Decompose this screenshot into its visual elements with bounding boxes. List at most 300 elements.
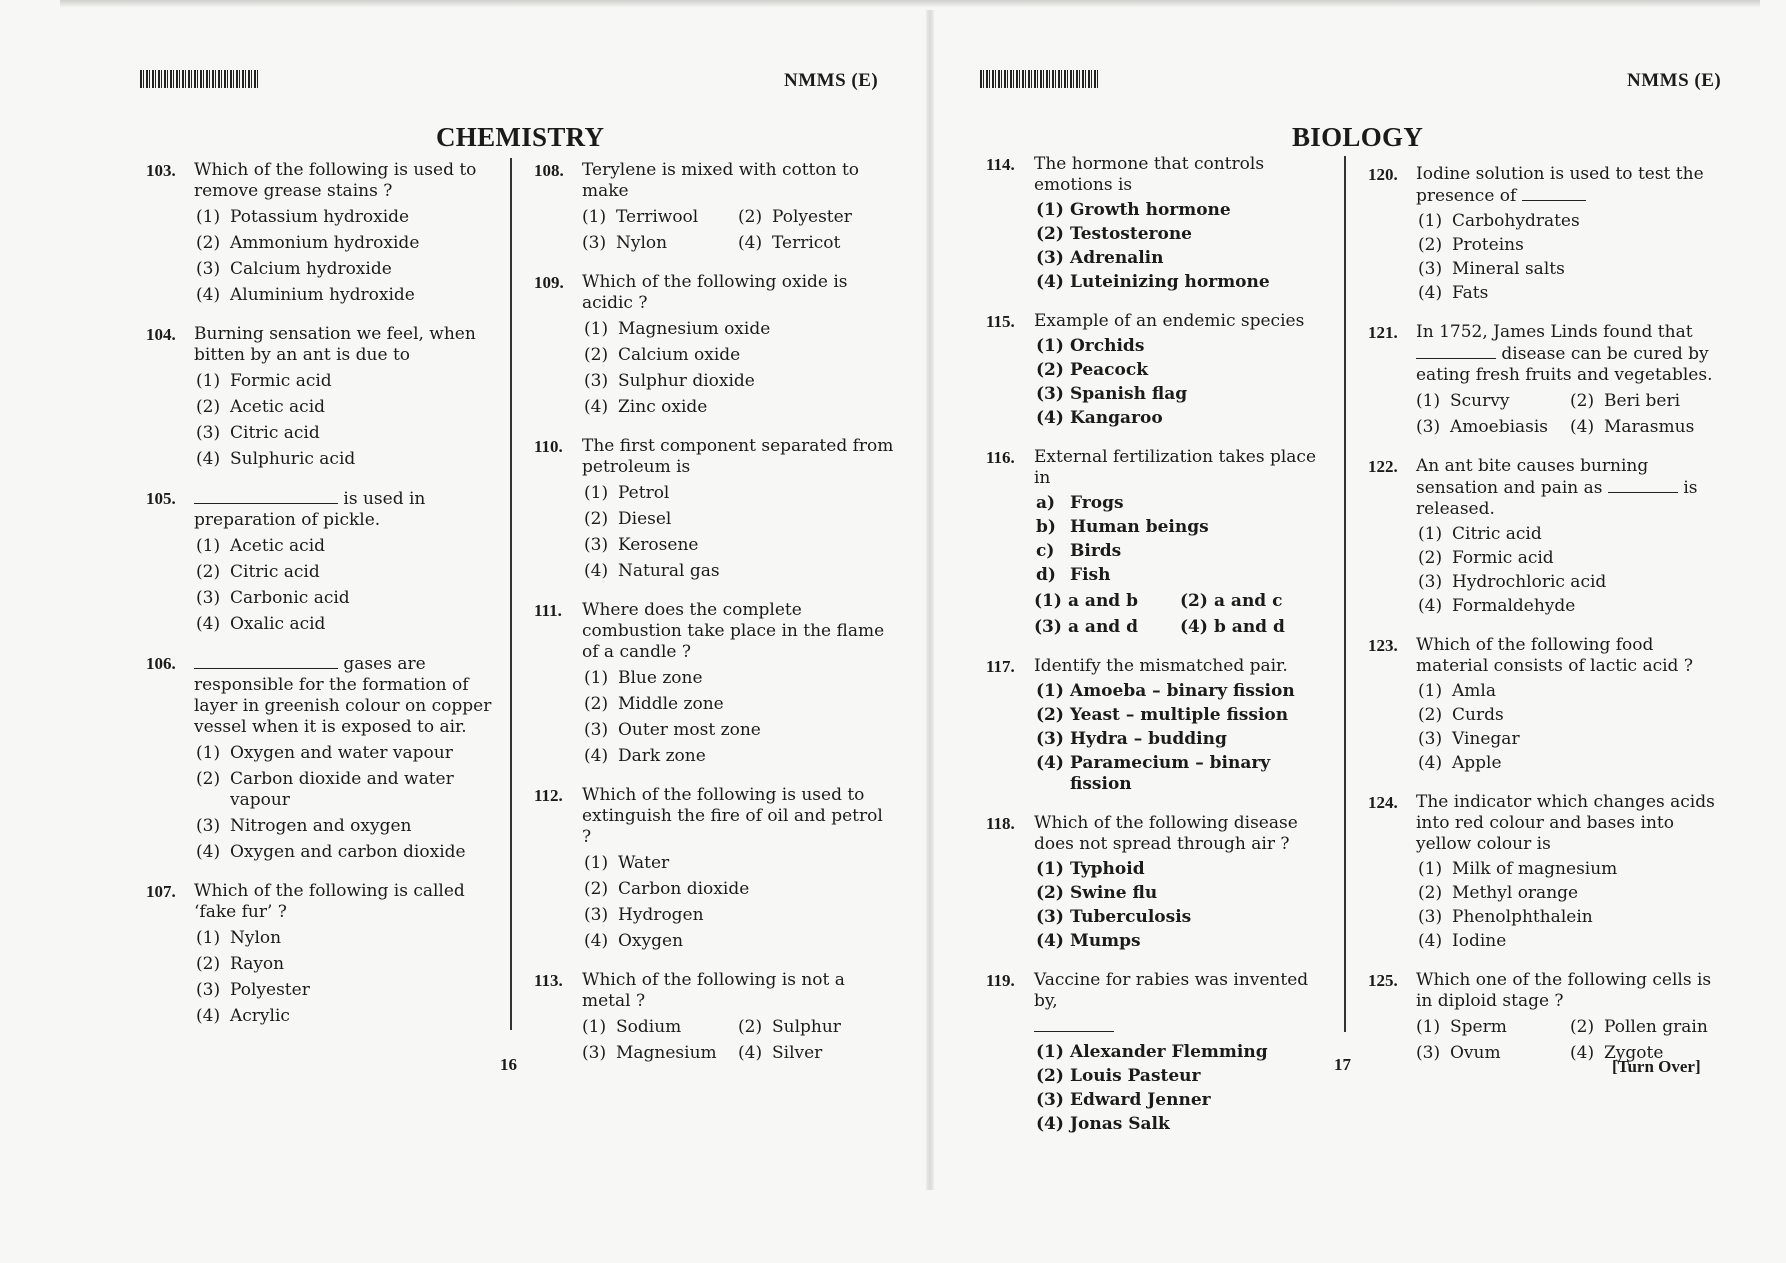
sub-item-letter: b): [1036, 517, 1056, 537]
option-number: (4): [1036, 753, 1064, 773]
option-number: (2): [1418, 705, 1443, 725]
option-number: (3): [196, 980, 221, 1000]
option-label: Terriwool: [616, 207, 699, 227]
option-label: Rayon: [230, 954, 285, 974]
question-number: 117.: [986, 657, 1015, 676]
question-text: Which of the following disease does not spread through air ?: [1034, 813, 1298, 854]
option-label: Methyl orange: [1452, 883, 1579, 903]
option-number: (2): [196, 233, 221, 253]
option-label: Oxalic acid: [230, 614, 326, 634]
question-text-part: Iodine solution is used to test the presence of: [1416, 164, 1704, 206]
option: [1570, 391, 1724, 412]
option-number: (3): [582, 1043, 607, 1063]
option-number: (4): [1570, 1043, 1595, 1063]
option-row: [1034, 617, 1326, 638]
option: [738, 1043, 894, 1064]
option-label: Formic acid: [1452, 548, 1554, 568]
question-text: The first component separated from petroleum is: [582, 436, 894, 477]
option-label: Sulphuric acid: [230, 449, 356, 469]
option-number: (4): [1180, 617, 1208, 637]
question-text: Terylene is mixed with cotton to make: [582, 160, 860, 201]
option: [1416, 572, 1724, 593]
option-number: (2): [196, 562, 221, 582]
option-label: Paramecium – binary fission: [1070, 753, 1271, 794]
question-number: 125.: [1368, 971, 1398, 990]
option-number: (3): [1034, 617, 1062, 637]
option-label: Nylon: [616, 233, 668, 253]
option-number: (1): [582, 1017, 607, 1037]
option-number: (4): [196, 449, 221, 469]
option: [582, 905, 894, 926]
option-label: Alexander Flemming: [1070, 1042, 1268, 1062]
option: [1034, 617, 1180, 638]
page-biology: [934, 0, 1786, 1263]
option-number: (3): [584, 720, 609, 740]
biology-column-2: [1368, 164, 1724, 1082]
question-112: [534, 785, 894, 952]
option-number: (2): [1570, 1017, 1595, 1037]
option-label: Sulphur: [772, 1017, 841, 1037]
option-number: (2): [1036, 1066, 1064, 1086]
option-number: (3): [1418, 907, 1443, 927]
option-number: (2): [196, 769, 221, 789]
option-label: Amoebiasis: [1450, 417, 1549, 437]
option-label: b and d: [1214, 617, 1285, 637]
option-label: Diesel: [618, 509, 672, 529]
option-label: Oxygen and water vapour: [230, 743, 453, 763]
option: [582, 1043, 738, 1064]
option-label: Sperm: [1450, 1017, 1507, 1037]
sub-item: [1034, 493, 1326, 514]
answer-blank: [1608, 477, 1678, 493]
question-text: Identify the mismatched pair.: [1034, 656, 1288, 676]
option-number: (1): [1036, 336, 1064, 356]
option: [1034, 1090, 1326, 1111]
option-row: [1416, 1017, 1724, 1038]
option-number: (3): [1036, 248, 1064, 268]
question-text: Which of the following is used to extinguish the fire of oil and petrol ?: [582, 785, 883, 847]
question-text: Which one of the following cells is in diploid stage ?: [1416, 970, 1712, 1011]
option-label: Orchids: [1070, 336, 1145, 356]
question-107: [146, 881, 496, 1027]
option-number: (2): [584, 345, 609, 365]
question-118: [986, 813, 1326, 952]
question-number: 108.: [534, 161, 564, 180]
question-text-part: An ant bite causes burning sensation and pain as: [1416, 456, 1649, 498]
option: [582, 397, 894, 418]
option-label: Ovum: [1450, 1043, 1501, 1063]
question-121: [1368, 322, 1724, 438]
option-number: (3): [1418, 729, 1443, 749]
question-122: [1368, 456, 1724, 617]
option: [1416, 883, 1724, 904]
option-number: (1): [1036, 200, 1064, 220]
option: [1034, 729, 1326, 750]
option-number: (1): [1418, 681, 1443, 701]
question-text: [1416, 456, 1724, 520]
option: [1416, 417, 1570, 438]
option-number: (1): [196, 743, 221, 763]
page-number: 17: [1334, 1055, 1351, 1074]
option: [1034, 1042, 1326, 1063]
option-number: (4): [1418, 596, 1443, 616]
option-label: Terricot: [772, 233, 841, 253]
option: [194, 980, 496, 1001]
option: [1034, 224, 1326, 245]
option-label: Phenolphthalein: [1452, 907, 1593, 927]
question-text: Where does the complete combustion take place in the flame of a candle ?: [582, 600, 885, 662]
option-number: (2): [584, 509, 609, 529]
question-number: 124.: [1368, 793, 1398, 812]
option: [1416, 1017, 1570, 1038]
option-label: Kangaroo: [1070, 408, 1163, 428]
option-label: Citric acid: [1452, 524, 1542, 544]
option-number: (3): [196, 423, 221, 443]
option-number: (4): [1036, 272, 1064, 292]
option: [1180, 617, 1326, 638]
option-row: [582, 1017, 894, 1038]
option: [1416, 1043, 1570, 1064]
option-label: Dark zone: [618, 746, 706, 766]
option-number: (1): [584, 853, 609, 873]
sub-item-label: Human beings: [1070, 517, 1209, 537]
option: [1416, 235, 1724, 256]
option-label: a and c: [1214, 591, 1283, 611]
sub-item-label: Frogs: [1070, 493, 1124, 513]
option-number: (1): [1418, 211, 1443, 231]
option-number: (3): [1418, 259, 1443, 279]
question-text: The hormone that controls emotions is: [1034, 154, 1265, 195]
option-label: Fats: [1452, 283, 1489, 303]
option-number: (1): [1034, 591, 1062, 611]
option-label: Pollen grain: [1604, 1017, 1708, 1037]
question-text: Example of an endemic species: [1034, 311, 1305, 331]
option: [582, 931, 894, 952]
option-label: Magnesium oxide: [618, 319, 771, 339]
option-number: (4): [584, 561, 609, 581]
option-number: (4): [1570, 417, 1595, 437]
option-number: (4): [196, 1006, 221, 1026]
option-number: (2): [1418, 883, 1443, 903]
question-text: Burning sensation we feel, when bitten by an ant is due to: [194, 324, 476, 365]
option-number: (4): [1418, 753, 1443, 773]
option: [582, 668, 894, 689]
option: [194, 743, 496, 764]
question-text: [1416, 322, 1724, 386]
question-text: Which of the following is used to remove grease stains ?: [194, 160, 477, 201]
option: [1416, 524, 1724, 545]
option-number: (4): [1418, 931, 1443, 951]
option-number: (2): [196, 954, 221, 974]
option-label: Edward Jenner: [1070, 1090, 1211, 1110]
question-text-part: In 1752, James Linds found that: [1416, 322, 1693, 342]
option-label: Proteins: [1452, 235, 1524, 255]
option-number: (2): [738, 207, 763, 227]
option: [1180, 591, 1326, 612]
option-number: (3): [584, 905, 609, 925]
option-number: (1): [1036, 1042, 1064, 1062]
question-108: [534, 160, 894, 254]
option-number: (2): [1036, 705, 1064, 725]
option-label: Silver: [772, 1043, 823, 1063]
option-number: (1): [1418, 524, 1443, 544]
option-label: Mineral salts: [1452, 259, 1565, 279]
option: [1034, 336, 1326, 357]
option-label: Acrylic: [230, 1006, 290, 1026]
option-number: (1): [196, 536, 221, 556]
option-label: Blue zone: [618, 668, 703, 688]
option-number: (3): [584, 535, 609, 555]
question-106: [146, 653, 496, 863]
question-number: 103.: [146, 161, 176, 180]
option-label: Ammonium hydroxide: [230, 233, 420, 253]
sub-item: [1034, 565, 1326, 586]
question-123: [1368, 635, 1724, 774]
question-number: 104.: [146, 325, 176, 344]
option-label: Growth hormone: [1070, 200, 1231, 220]
answer-blank: [194, 653, 338, 669]
option-label: Calcium hydroxide: [230, 259, 392, 279]
option-label: Calcium oxide: [618, 345, 741, 365]
option-label: a and d: [1068, 617, 1139, 637]
option-label: Citric acid: [230, 562, 320, 582]
option: [582, 746, 894, 767]
barcode-icon: [980, 70, 1100, 88]
option-number: (4): [738, 1043, 763, 1063]
option: [1416, 596, 1724, 617]
option-label: Water: [618, 853, 670, 873]
option-number: (4): [196, 842, 221, 862]
option: [194, 536, 496, 557]
question-text-part: is used in preparation of pickle.: [194, 489, 426, 530]
option: [582, 694, 894, 715]
option-number: (2): [1418, 548, 1443, 568]
option-number: (4): [1418, 283, 1443, 303]
question-number: 119.: [986, 971, 1015, 990]
sub-item-letter: a): [1036, 493, 1056, 513]
option: [1034, 360, 1326, 381]
question-number: 109.: [534, 273, 564, 292]
option-label: Petrol: [618, 483, 670, 503]
option-label: Curds: [1452, 705, 1504, 725]
option-number: (4): [196, 285, 221, 305]
option: [1416, 211, 1724, 232]
option-number: (2): [584, 879, 609, 899]
option-label: Louis Pasteur: [1070, 1066, 1201, 1086]
option: [582, 561, 894, 582]
option-label: a and b: [1068, 591, 1139, 611]
option: [1416, 907, 1724, 928]
option-number: (3): [582, 233, 607, 253]
option: [582, 853, 894, 874]
option-row: [1416, 391, 1724, 412]
option-number: (4): [1036, 1114, 1064, 1134]
option-label: Oxygen: [618, 931, 684, 951]
option-number: (3): [1416, 1043, 1441, 1063]
option: [194, 423, 496, 444]
question-115: [986, 311, 1326, 429]
option-label: Kerosene: [618, 535, 699, 555]
sub-item: [1034, 541, 1326, 562]
option: [1034, 591, 1180, 612]
question-text: [194, 488, 496, 531]
option-label: Carbon dioxide and water vapour: [230, 769, 454, 810]
option-label: Scurvy: [1450, 391, 1510, 411]
option-number: (2): [1036, 360, 1064, 380]
option: [194, 562, 496, 583]
option-label: Vinegar: [1452, 729, 1520, 749]
answer-blank: [1522, 185, 1586, 201]
question-number: 107.: [146, 882, 176, 901]
subject-title: BIOLOGY: [1292, 122, 1424, 152]
option-number: (4): [584, 397, 609, 417]
option: [1416, 681, 1724, 702]
option-row: [582, 233, 894, 254]
answer-blank: [194, 488, 338, 504]
option: [194, 588, 496, 609]
question-114: [986, 154, 1326, 293]
option-label: Sulphur dioxide: [618, 371, 755, 391]
question-103: [146, 160, 496, 306]
option-label: Iodine: [1452, 931, 1507, 951]
option-label: Polyester: [230, 980, 310, 1000]
option: [1034, 1066, 1326, 1087]
question-number: 116.: [986, 448, 1015, 467]
option-label: Magnesium: [616, 1043, 717, 1063]
option: [1570, 1017, 1724, 1038]
question-text: Which of the following is called ‘fake fur’ ?: [194, 881, 465, 922]
option-number: (2): [584, 694, 609, 714]
option-label: Testosterone: [1070, 224, 1192, 244]
question-number: 111.: [534, 601, 562, 620]
option: [1416, 753, 1724, 774]
biology-column-1: [986, 154, 1326, 1153]
question-117: [986, 656, 1326, 795]
option: [1416, 859, 1724, 880]
option: [582, 319, 894, 340]
option-label: Amla: [1452, 681, 1496, 701]
option-label: Acetic acid: [230, 397, 326, 417]
question-text: External fertilization takes place in: [1034, 447, 1317, 488]
question-number: 114.: [986, 155, 1015, 174]
question-text: Which of the following is not a metal ?: [582, 970, 845, 1011]
option-number: (3): [1036, 907, 1064, 927]
option: [1034, 408, 1326, 429]
option-label: Citric acid: [230, 423, 320, 443]
option-label: Adrenalin: [1070, 248, 1164, 268]
chemistry-column-2: [534, 160, 894, 1082]
exam-code: NMMS (E): [784, 70, 879, 91]
option-number: (2): [738, 1017, 763, 1037]
chemistry-column-1: [146, 160, 496, 1045]
option-label: Typhoid: [1070, 859, 1145, 879]
question-text-part: gases are responsible for the formation of layer in greenish colour on copper vessel when it is exposed to air.: [194, 654, 492, 737]
option-label: Spanish flag: [1070, 384, 1188, 404]
option-label: Carbohydrates: [1452, 211, 1580, 231]
option-number: (2): [1180, 591, 1208, 611]
option: [1034, 705, 1326, 726]
option-number: (2): [1570, 391, 1595, 411]
turn-over-label: [Turn Over]: [1612, 1057, 1701, 1076]
question-text: The indicator which changes acids into red colour and bases into yellow colour is: [1416, 792, 1715, 854]
option: [1034, 272, 1326, 293]
option-label: Zinc oxide: [618, 397, 708, 417]
option-number: (1): [196, 207, 221, 227]
option: [582, 371, 894, 392]
option-number: (3): [196, 259, 221, 279]
option: [582, 345, 894, 366]
option-number: (2): [1418, 235, 1443, 255]
option: [582, 207, 738, 228]
option-number: (3): [1036, 1090, 1064, 1110]
option-label: Swine flu: [1070, 883, 1158, 903]
option: [194, 259, 496, 280]
option-number: (1): [1416, 1017, 1441, 1037]
option: [194, 954, 496, 975]
option-number: (3): [196, 816, 221, 836]
option-number: (2): [196, 397, 221, 417]
question-105: [146, 488, 496, 635]
option-number: (4): [584, 746, 609, 766]
option-label: Marasmus: [1604, 417, 1695, 437]
question-120: [1368, 164, 1724, 304]
option-label: Luteinizing hormone: [1070, 272, 1270, 292]
option: [582, 879, 894, 900]
sub-item-label: Fish: [1070, 565, 1111, 585]
question-text-part: is released.: [1416, 478, 1698, 519]
option-number: (1): [1418, 859, 1443, 879]
column-divider: [510, 158, 512, 1030]
option-number: (1): [584, 483, 609, 503]
option-label: Hydrogen: [618, 905, 704, 925]
option-number: (4): [1036, 408, 1064, 428]
option-number: (4): [584, 931, 609, 951]
option: [582, 483, 894, 504]
option: [738, 233, 894, 254]
question-116: [986, 447, 1326, 638]
option: [194, 1006, 496, 1027]
option-number: (3): [1036, 384, 1064, 404]
option-number: (2): [1036, 224, 1064, 244]
option: [1416, 705, 1724, 726]
page-number: 16: [500, 1055, 517, 1074]
option: [194, 397, 496, 418]
option-label: Apple: [1452, 753, 1502, 773]
question-104: [146, 324, 496, 470]
option-label: Formaldehyde: [1452, 596, 1576, 616]
column-divider: [1344, 156, 1346, 1032]
option: [194, 207, 496, 228]
option: [1034, 753, 1326, 795]
option-label: Peacock: [1070, 360, 1148, 380]
option: [194, 371, 496, 392]
question-125: [1368, 970, 1724, 1064]
option-row: [1034, 591, 1326, 612]
option: [582, 720, 894, 741]
option: [1034, 384, 1326, 405]
option: [582, 535, 894, 556]
option-number: (1): [1036, 681, 1064, 701]
option-number: (4): [196, 614, 221, 634]
option: [1034, 859, 1326, 880]
sub-item-letter: d): [1036, 565, 1056, 585]
option: [1034, 681, 1326, 702]
question-109: [534, 272, 894, 418]
option-label: Hydrochloric acid: [1452, 572, 1607, 592]
option-number: (1): [584, 668, 609, 688]
option-label: Carbon dioxide: [618, 879, 750, 899]
question-number: 112.: [534, 786, 563, 805]
